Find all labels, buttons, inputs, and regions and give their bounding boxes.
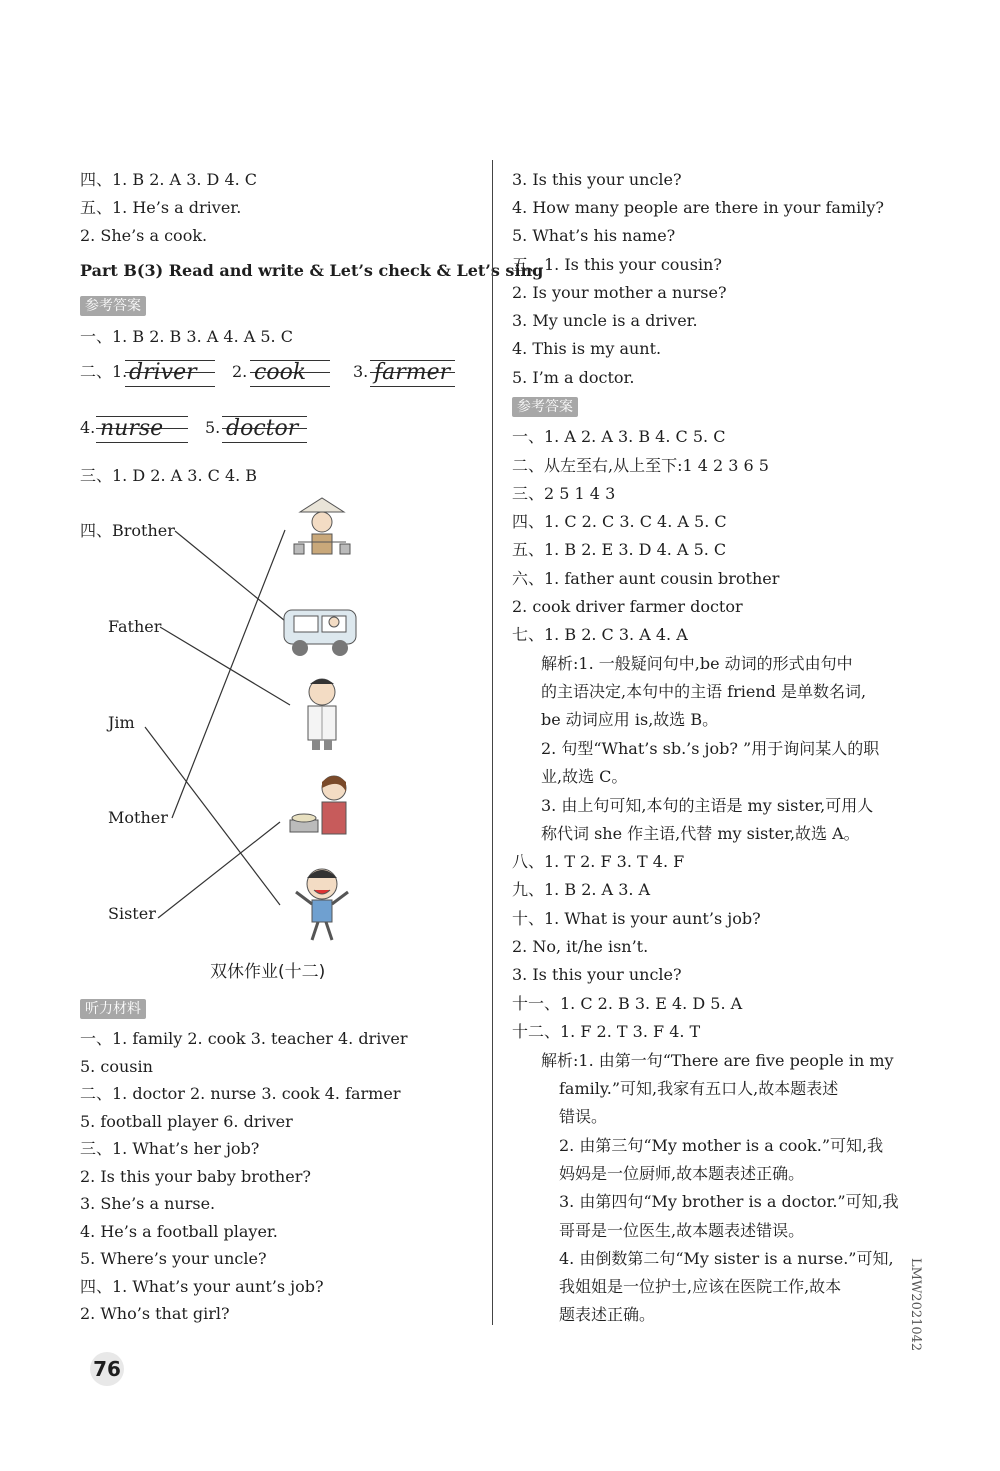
num-3: 3. [353,362,369,381]
handwriting-answer: cook [250,356,330,392]
left-b1: 一、1. B 2. B 3. A 4. A 5. C [80,327,293,346]
right-ans-6: 六、1. father aunt cousin brother [512,569,780,588]
right-ans2-4: 2. No, it/he isn’t. [512,937,649,956]
side-code: LMW2021042 [908,1258,923,1352]
left-b2-prefix: 二、1. [80,362,128,381]
column-divider [492,160,493,1325]
right-ans-3: 三、2 5 1 4 3 [512,484,616,503]
right-top-6: 3. My uncle is a driver. [512,311,698,330]
car-driver-picture [278,586,362,666]
match-brother: 四、Brother [80,521,175,540]
exp7-1: 解析:1. 一般疑问句中,be 动词的形式由句中 [541,654,853,673]
part-title: Part B(3) Read and write & Let’s check & Let’s sing [80,261,544,280]
answer-tag-right: 参考答案 [512,397,578,417]
left-b3: 三、1. D 2. A 3. C 4. B [80,466,258,485]
right-ans-8: 七、1. B 2. C 3. A 4. A [512,625,688,644]
exp7-5: 业,故选 C。 [541,767,628,786]
right-ans-4: 四、1. C 2. C 3. C 4. A 5. C [512,512,727,531]
exp12-8: 4. 由倒数第二句“My sister is a nurse.”可知, [559,1249,894,1268]
right-ans2-1: 八、1. T 2. F 3. T 4. F [512,852,685,871]
right-top-2: 4. How many people are there in your family? [512,198,884,217]
right-ans2-6: 十一、1. C 2. B 3. E 4. D 5. A [512,994,743,1013]
right-top-8: 5. I’m a doctor. [512,368,635,387]
left-s4: 四、1. B 2. A 3. D 4. C [80,170,258,189]
handwriting-answer: driver [125,356,215,392]
exp7-3: be 动词应用 is,故选 B。 [541,710,719,729]
left-s5a: 五、1. He’s a driver. [80,198,242,217]
left-l3-2: 2. Is this your baby brother? [80,1167,311,1186]
num-5: 5. [205,418,221,437]
match-father: Father [108,617,162,636]
exp12-10: 题表述正确。 [559,1305,656,1324]
exp12-1: 解析:1. 由第一句“There are five people in my [541,1051,894,1070]
match-jim: Jim [108,713,135,732]
right-ans2-7: 十二、1. F 2. T 3. F 4. T [512,1022,701,1041]
doctor-picture [280,672,364,752]
listening-tag: 听力材料 [80,999,146,1019]
farmer-picture [280,492,364,572]
right-top-1: 3. Is this your uncle? [512,170,682,189]
exp12-3: 错误。 [559,1107,608,1126]
exp7-2: 的主语决定,本句中的主语 friend 是单数名词, [541,682,867,701]
match-sister: Sister [108,904,156,923]
left-l3-3: 3. She’s a nurse. [80,1194,216,1213]
num-2: 2. [232,362,248,381]
left-l3-5: 5. Where’s your uncle? [80,1249,267,1268]
right-ans2-3: 十、1. What is your aunt’s job? [512,909,761,928]
exp12-4: 2. 由第三句“My mother is a cook.”可知,我 [559,1136,884,1155]
left-l1a: 一、1. family 2. cook 3. teacher 4. driver [80,1029,408,1048]
handwriting-answer: nurse [96,412,188,448]
weekend-title: 双休作业(十二) [210,962,326,982]
right-top-4: 五、1. Is this your cousin? [512,255,722,274]
left-l1b: 5. cousin [80,1057,153,1076]
num-4: 4. [80,418,96,437]
left-l4-2: 2. Who’s that girl? [80,1304,230,1323]
handwriting-answer: farmer [370,356,455,392]
page-number: 76 [90,1352,124,1386]
left-l3-4: 4. He’s a football player. [80,1222,278,1241]
cook-picture [282,768,366,848]
right-ans-7: 2. cook driver farmer doctor [512,597,743,616]
left-l4-1: 四、1. What’s your aunt’s job? [80,1277,324,1296]
left-l2a: 二、1. doctor 2. nurse 3. cook 4. farmer [80,1084,401,1103]
boy-picture [282,862,366,942]
right-top-7: 4. This is my aunt. [512,339,662,358]
handwriting-answer: doctor [222,412,307,448]
left-l2b: 5. football player 6. driver [80,1112,293,1131]
exp12-5: 妈妈是一位厨师,故本题表述正确。 [559,1164,805,1183]
exp12-2: family.”可知,我家有五口人,故本题表述 [559,1079,839,1098]
right-ans-5: 五、1. B 2. E 3. D 4. A 5. C [512,540,727,559]
right-ans-1: 一、1. A 2. A 3. B 4. C 5. C [512,427,726,446]
exp12-6: 3. 由第四句“My brother is a doctor.”可知,我 [559,1192,899,1211]
left-l3-1: 三、1. What’s her job? [80,1139,260,1158]
answer-tag-left: 参考答案 [80,296,146,316]
left-s5b: 2. She’s a cook. [80,226,208,245]
match-mother: Mother [108,808,168,827]
exp12-7: 哥哥是一位医生,故本题表述错误。 [559,1221,805,1240]
right-top-5: 2. Is your mother a nurse? [512,283,727,302]
exp7-4: 2. 句型“What’s sb.’s job? ”用于询问某人的职 [541,739,880,758]
exp7-6: 3. 由上句可知,本句的主语是 my sister,可用人 [541,796,874,815]
right-ans-2: 二、从左至右,从上至下:1 4 2 3 6 5 [512,456,769,475]
exp7-7: 称代词 she 作主语,代替 my sister,故选 A。 [541,824,860,843]
right-top-3: 5. What’s his name? [512,226,676,245]
right-ans2-5: 3. Is this your uncle? [512,965,682,984]
exp12-9: 我姐姐是一位护士,应该在医院工作,故本 [559,1277,842,1296]
right-ans2-2: 九、1. B 2. A 3. A [512,880,651,899]
